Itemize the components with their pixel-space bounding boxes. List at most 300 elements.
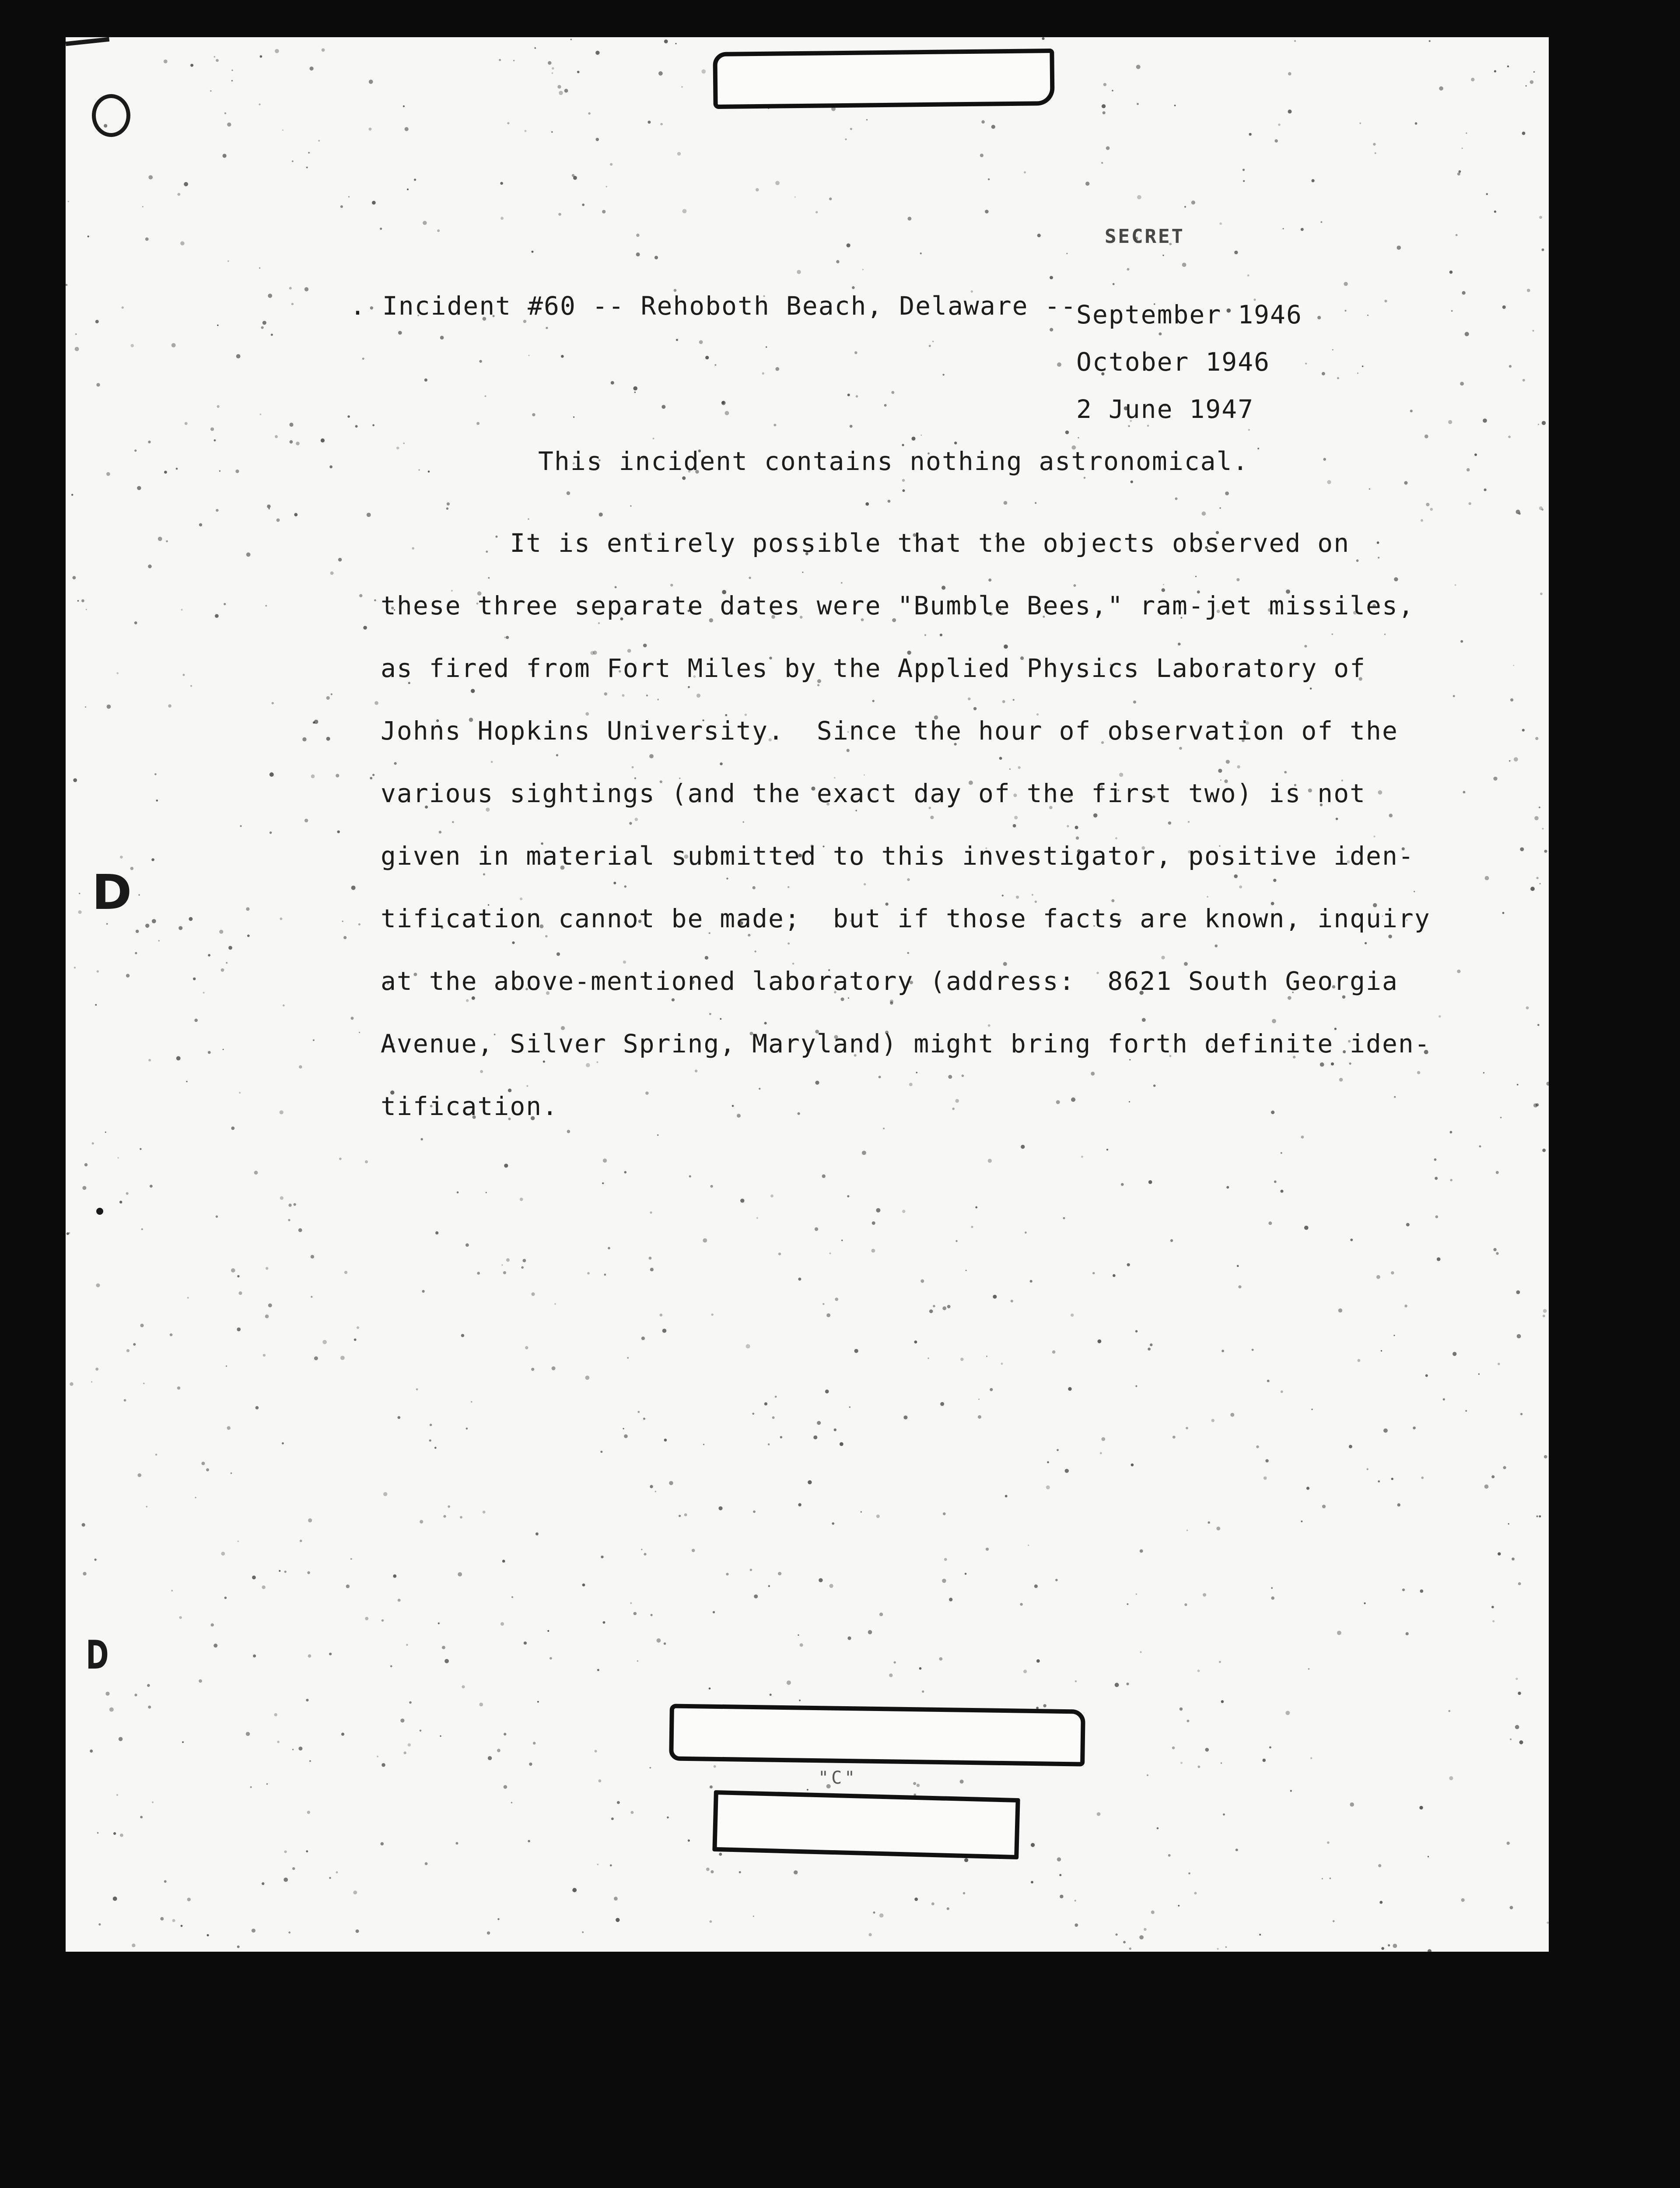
- speckle-dot: [1492, 1620, 1494, 1622]
- speckle-dot: [308, 1518, 312, 1522]
- speckle-dot: [1498, 1363, 1500, 1365]
- speckle-dot: [914, 1340, 917, 1343]
- speckle-dot: [1419, 1806, 1423, 1809]
- speckle-dot: [98, 1923, 101, 1925]
- speckle-dot: [1065, 431, 1069, 435]
- speckle-dot: [1322, 372, 1325, 375]
- speckle-dot: [1536, 1103, 1539, 1106]
- speckle-dot: [310, 67, 314, 70]
- speckle-dot: [1463, 791, 1466, 793]
- speckle-dot: [404, 1751, 406, 1754]
- speckle-dot: [504, 1164, 508, 1168]
- speckle-dot: [1369, 488, 1371, 490]
- speckle-dot: [1428, 1856, 1429, 1857]
- speckle-dot: [1517, 1334, 1521, 1339]
- speckle-dot: [572, 174, 575, 177]
- speckle-dot: [1148, 1180, 1152, 1184]
- speckle-dot: [414, 179, 416, 181]
- speckle-dot: [596, 138, 599, 141]
- speckle-dot: [1148, 1348, 1151, 1351]
- speckle-dot: [266, 1783, 268, 1785]
- speckle-dot: [1539, 806, 1540, 808]
- speckle-dot: [1131, 1463, 1134, 1466]
- speckle-dot: [1516, 1678, 1518, 1680]
- speckle-dot: [186, 1081, 188, 1083]
- speckle-dot: [558, 213, 561, 216]
- speckle-dot: [524, 1641, 527, 1645]
- film-border-bottom: [0, 1952, 1680, 2188]
- speckle-dot: [428, 470, 430, 473]
- speckle-dot: [1378, 1480, 1380, 1483]
- speckle-dot: [368, 128, 371, 131]
- speckle-dot: [96, 383, 100, 386]
- speckle-dot: [547, 1630, 549, 1632]
- speckle-dot: [75, 333, 77, 335]
- speckle-dot: [1415, 122, 1418, 125]
- speckle-dot: [667, 1816, 669, 1819]
- speckle-dot: [1084, 477, 1086, 479]
- speckle-dot: [1540, 593, 1543, 595]
- speckle-dot: [1023, 1670, 1027, 1673]
- speckle-dot: [143, 1383, 145, 1385]
- speckle-dot: [1102, 111, 1106, 114]
- speckle-dot: [1460, 382, 1464, 386]
- speckle-dot: [603, 1158, 607, 1162]
- speckle-dot: [954, 442, 957, 444]
- speckle-dot: [105, 1132, 106, 1133]
- speckle-dot: [1542, 828, 1544, 830]
- speckle-dot: [1359, 123, 1361, 124]
- speckle-dot: [1513, 665, 1514, 666]
- speckle-dot: [1242, 169, 1245, 171]
- speckle-dot: [750, 1569, 752, 1571]
- speckle-dot: [775, 1396, 777, 1398]
- speckle-dot: [1115, 1683, 1119, 1687]
- speckle-dot: [872, 1249, 875, 1253]
- speckle-dot: [228, 946, 232, 950]
- speckle-dot: [294, 513, 298, 516]
- speckle-dot: [221, 968, 224, 972]
- speckle-dot: [564, 89, 568, 93]
- speckle-dot: [148, 1059, 151, 1062]
- speckle-dot: [1211, 1419, 1214, 1422]
- speckle-dot: [1068, 1387, 1071, 1391]
- speckle-dot: [95, 1368, 98, 1371]
- speckle-dot: [164, 1880, 167, 1883]
- speckle-dot: [876, 1208, 880, 1213]
- speckle-dot: [525, 1346, 528, 1349]
- speckle-dot: [603, 1621, 606, 1624]
- speckle-dot: [829, 197, 832, 200]
- speckle-dot: [913, 1782, 916, 1785]
- speckle-dot: [407, 189, 409, 190]
- speckle-dot: [350, 1558, 352, 1560]
- speckle-dot: [990, 1388, 993, 1391]
- speckle-dot: [1391, 1478, 1393, 1480]
- speckle-dot: [1005, 1495, 1008, 1497]
- speckle-dot: [942, 1579, 946, 1583]
- speckle-dot: [66, 1232, 69, 1235]
- speckle-dot: [1144, 1928, 1147, 1931]
- speckle-dot: [587, 1272, 590, 1275]
- speckle-dot: [600, 1451, 602, 1453]
- speckle-dot: [1462, 147, 1463, 149]
- speckle-dot: [226, 962, 228, 964]
- speckle-dot: [447, 502, 450, 505]
- speckle-dot: [506, 1258, 510, 1262]
- speckle-dot: [676, 339, 678, 341]
- speckle-dot: [187, 1297, 189, 1299]
- speckle-dot: [1147, 1774, 1148, 1776]
- speckle-dot: [374, 600, 376, 602]
- speckle-dot: [816, 211, 818, 213]
- margin-circle-mark: [92, 94, 130, 137]
- speckle-dot: [265, 605, 267, 607]
- speckle-dot: [68, 201, 69, 202]
- speckle-dot: [147, 1684, 150, 1687]
- date-line: 2 June 1947: [1076, 394, 1254, 424]
- speckle-dot: [1543, 1309, 1547, 1313]
- speckle-dot: [868, 1630, 872, 1634]
- speckle-dot: [572, 1888, 577, 1892]
- speckle-dot: [1332, 349, 1334, 351]
- speckle-dot: [182, 1741, 184, 1743]
- speckle-dot: [650, 1211, 652, 1213]
- speckle-dot: [1373, 143, 1376, 145]
- speckle-dot: [298, 1746, 302, 1750]
- speckle-dot: [703, 1238, 707, 1243]
- speckle-dot: [531, 1368, 534, 1371]
- speckle-dot: [1264, 1476, 1267, 1480]
- speckle-dot: [343, 936, 346, 939]
- speckle-dot: [1098, 1339, 1102, 1343]
- speckle-dot: [721, 401, 726, 405]
- speckle-dot: [446, 508, 448, 510]
- speckle-dot: [422, 1290, 425, 1293]
- speckle-dot: [1085, 182, 1089, 186]
- speckle-dot: [177, 1386, 180, 1389]
- speckle-dot: [813, 1435, 817, 1439]
- speckle-dot: [214, 56, 216, 58]
- speckle-dot: [534, 47, 536, 49]
- speckle-dot: [780, 1436, 783, 1439]
- speckle-dot: [107, 705, 111, 709]
- speckle-dot: [292, 161, 294, 162]
- speckle-dot: [835, 1297, 838, 1301]
- speckle-dot: [852, 286, 855, 289]
- speckle-dot: [876, 1515, 880, 1518]
- film-border-right: [1549, 0, 1680, 2188]
- speckle-dot: [986, 1548, 989, 1551]
- speckle-dot: [1274, 139, 1278, 143]
- speckle-dot: [276, 519, 280, 522]
- speckle-dot: [150, 1185, 153, 1188]
- speckle-dot: [497, 1918, 499, 1920]
- speckle-dot: [142, 206, 144, 207]
- speckle-dot: [418, 469, 420, 471]
- speckle-dot: [1236, 1848, 1238, 1851]
- speckle-dot: [380, 228, 382, 230]
- speckle-dot: [1168, 1854, 1171, 1857]
- speckle-dot: [351, 1017, 354, 1020]
- speckle-dot: [1057, 1449, 1059, 1451]
- speckle-dot: [1238, 1285, 1241, 1288]
- speckle-dot: [1140, 1550, 1143, 1553]
- speckle-dot: [1512, 1557, 1515, 1560]
- speckle-dot: [1269, 1746, 1271, 1749]
- speckle-dot: [403, 105, 405, 107]
- speckle-dot: [832, 1522, 834, 1525]
- speckle-dot: [774, 424, 776, 426]
- speckle-dot: [262, 1585, 265, 1589]
- speckle-dot: [637, 1411, 640, 1413]
- speckle-dot: [228, 260, 229, 262]
- speckle-dot: [1205, 1748, 1209, 1752]
- speckle-dot: [847, 1195, 849, 1197]
- speckle-dot: [1305, 363, 1307, 365]
- speckle-dot: [140, 1816, 143, 1819]
- speckle-dot: [1136, 1593, 1137, 1595]
- speckle-dot: [1327, 1841, 1330, 1844]
- speckle-dot: [1379, 1901, 1382, 1904]
- speckle-dot: [1500, 1117, 1502, 1119]
- speckle-dot: [834, 1428, 836, 1431]
- speckle-dot: [219, 470, 220, 472]
- speckle-dot: [396, 447, 399, 449]
- speckle-dot: [502, 1560, 505, 1563]
- speckle-dot: [1420, 1589, 1423, 1593]
- speckle-dot: [1065, 1469, 1069, 1473]
- speckle-dot: [1451, 310, 1453, 312]
- speckle-dot: [155, 1454, 157, 1455]
- speckle-dot: [644, 1553, 647, 1556]
- speckle-dot: [382, 1619, 384, 1621]
- speckle-dot: [1170, 1239, 1173, 1242]
- speckle-dot: [420, 1730, 422, 1732]
- speckle-dot: [903, 1416, 907, 1420]
- speckle-dot: [252, 1929, 256, 1932]
- speckle-dot: [1393, 1944, 1397, 1948]
- speckle-dot: [511, 1802, 513, 1804]
- speckle-dot: [501, 1264, 503, 1266]
- speckle-dot: [595, 1750, 597, 1753]
- speckle-dot: [365, 1160, 368, 1163]
- speckle-dot: [1150, 1343, 1152, 1346]
- speckle-dot: [1535, 737, 1538, 740]
- speckle-dot: [630, 505, 631, 507]
- speckle-dot: [826, 1313, 830, 1317]
- speckle-dot: [425, 1862, 428, 1865]
- speckle-dot: [772, 1417, 775, 1419]
- date-line: September 1946: [1076, 300, 1302, 330]
- speckle-dot: [180, 241, 184, 245]
- speckle-dot: [95, 1004, 97, 1006]
- speckle-dot: [284, 1878, 288, 1882]
- speckle-dot: [1030, 1280, 1032, 1283]
- speckle-dot: [1455, 584, 1456, 586]
- speckle-dot: [756, 188, 759, 192]
- speckle-dot: [1437, 1257, 1441, 1261]
- speckle-dot: [1453, 695, 1455, 697]
- speckle-dot: [1140, 1651, 1141, 1653]
- speckle-dot: [217, 325, 219, 326]
- speckle-dot: [815, 1227, 818, 1231]
- speckle-dot: [231, 80, 233, 82]
- speckle-dot: [1484, 488, 1487, 491]
- speckle-dot: [340, 1356, 345, 1360]
- speckle-dot: [964, 1858, 968, 1862]
- speckle-dot: [1526, 1006, 1529, 1010]
- speckle-dot: [1397, 245, 1401, 250]
- speckle-dot: [1102, 104, 1106, 108]
- speckle-dot: [699, 340, 703, 344]
- speckle-dot: [81, 600, 84, 603]
- speckle-dot: [1182, 263, 1186, 267]
- speckle-dot: [113, 1897, 117, 1901]
- speckle-dot: [1517, 1084, 1519, 1086]
- speckle-dot: [650, 1268, 654, 1271]
- speckle-dot: [1103, 83, 1106, 86]
- speckle-dot: [307, 1571, 310, 1574]
- speckle-dot: [660, 1314, 663, 1317]
- speckle-dot: [284, 1851, 287, 1853]
- speckle-dot: [942, 1306, 946, 1310]
- speckle-dot: [488, 1756, 492, 1760]
- speckle-dot: [1194, 1892, 1197, 1894]
- speckle-dot: [117, 1157, 119, 1158]
- speckle-dot: [172, 343, 176, 347]
- speckle-dot: [1178, 1905, 1180, 1907]
- speckle-dot: [96, 1283, 100, 1287]
- speckle-dot: [1135, 1385, 1137, 1387]
- speckle-dot: [960, 1780, 964, 1784]
- speckle-dot: [1519, 1740, 1523, 1744]
- speckle-dot: [873, 1911, 875, 1914]
- speckle-dot: [664, 39, 668, 43]
- speckle-dot: [1530, 80, 1534, 84]
- speckle-dot: [1491, 1606, 1494, 1609]
- speckle-dot: [420, 1520, 423, 1523]
- body-line: tification.: [381, 1091, 559, 1121]
- speckle-dot: [1129, 1947, 1131, 1950]
- speckle-dot: [861, 1511, 862, 1513]
- speckle-dot: [275, 49, 279, 53]
- speckle-dot: [529, 1763, 532, 1766]
- speckle-dot: [85, 706, 86, 708]
- speckle-dot: [657, 1638, 661, 1643]
- speckle-dot: [1208, 1522, 1210, 1524]
- speckle-dot: [231, 1473, 232, 1474]
- speckle-dot: [1337, 377, 1339, 379]
- speckle-dot: [649, 1257, 652, 1260]
- speckle-dot: [1449, 1776, 1453, 1780]
- speckle-dot: [1376, 1275, 1380, 1279]
- speckle-dot: [134, 1694, 137, 1696]
- speckle-dot: [966, 1270, 967, 1271]
- speckle-dot: [483, 1511, 486, 1514]
- speckle-dot: [126, 1192, 129, 1195]
- speckle-dot: [136, 930, 139, 933]
- speckle-dot: [477, 1272, 480, 1275]
- speckle-dot: [239, 1092, 241, 1094]
- speckle-dot: [1139, 1935, 1144, 1939]
- speckle-dot: [1349, 1445, 1352, 1448]
- speckle-dot: [850, 425, 853, 428]
- speckle-dot: [171, 1590, 173, 1592]
- speckle-dot: [1188, 1872, 1190, 1875]
- speckle-dot: [1031, 1843, 1035, 1847]
- speckle-dot: [1485, 876, 1489, 880]
- speckle-dot: [338, 558, 342, 561]
- speckle-dot: [97, 970, 99, 972]
- speckle-dot: [902, 1210, 905, 1213]
- speckle-dot: [1071, 1314, 1074, 1317]
- speckle-dot: [819, 1578, 822, 1582]
- speckle-dot: [808, 1480, 812, 1484]
- speckle-dot: [975, 1206, 977, 1209]
- speckle-dot: [437, 229, 440, 232]
- speckle-dot: [237, 1328, 241, 1332]
- speckle-dot: [289, 423, 293, 427]
- speckle-dot: [1539, 883, 1540, 884]
- speckle-dot: [552, 72, 553, 74]
- speckle-dot: [546, 327, 548, 329]
- speckle-dot: [341, 1732, 344, 1736]
- speckle-dot: [710, 1185, 713, 1188]
- speckle-dot: [1247, 274, 1250, 277]
- speckle-dot: [710, 1785, 713, 1788]
- speckle-dot: [1217, 1948, 1219, 1950]
- speckle-dot: [798, 1503, 801, 1506]
- speckle-dot: [179, 1616, 182, 1619]
- speckle-dot: [1484, 1484, 1489, 1489]
- speckle-dot: [552, 67, 554, 70]
- speckle-dot: [1310, 1757, 1312, 1759]
- speckle-dot: [1430, 508, 1433, 511]
- speckle-dot: [1256, 1445, 1259, 1448]
- speckle-dot: [775, 181, 780, 185]
- speckle-dot: [266, 1267, 268, 1269]
- speckle-dot: [739, 1871, 741, 1873]
- speckle-dot: [66, 284, 67, 286]
- speckle-dot: [614, 1897, 618, 1900]
- speckle-dot: [523, 1259, 526, 1262]
- speckle-dot: [658, 71, 663, 76]
- classification-marking: SECRET: [1105, 225, 1185, 248]
- speckle-dot: [406, 1644, 408, 1646]
- speckle-dot: [701, 69, 706, 74]
- speckle-dot: [409, 1701, 412, 1704]
- speckle-dot: [262, 1882, 264, 1885]
- speckle-dot: [988, 179, 990, 180]
- speckle-dot: [1046, 1485, 1050, 1489]
- speckle-dot: [156, 799, 158, 802]
- speckle-dot: [353, 1890, 357, 1894]
- speckle-dot: [1425, 1375, 1428, 1377]
- speckle-dot: [1344, 282, 1348, 286]
- speckle-dot: [978, 1399, 980, 1400]
- speckle-dot: [416, 1389, 418, 1391]
- speckle-dot: [1074, 1923, 1078, 1927]
- speckle-dot: [1469, 502, 1471, 505]
- speckle-dot: [256, 1406, 259, 1410]
- speckle-dot: [362, 358, 364, 360]
- speckle-dot: [1036, 1659, 1040, 1663]
- speckle-dot: [1539, 216, 1542, 219]
- speckle-dot: [1127, 1603, 1128, 1605]
- speckle-dot: [138, 894, 140, 895]
- speckle-dot: [1203, 1593, 1206, 1597]
